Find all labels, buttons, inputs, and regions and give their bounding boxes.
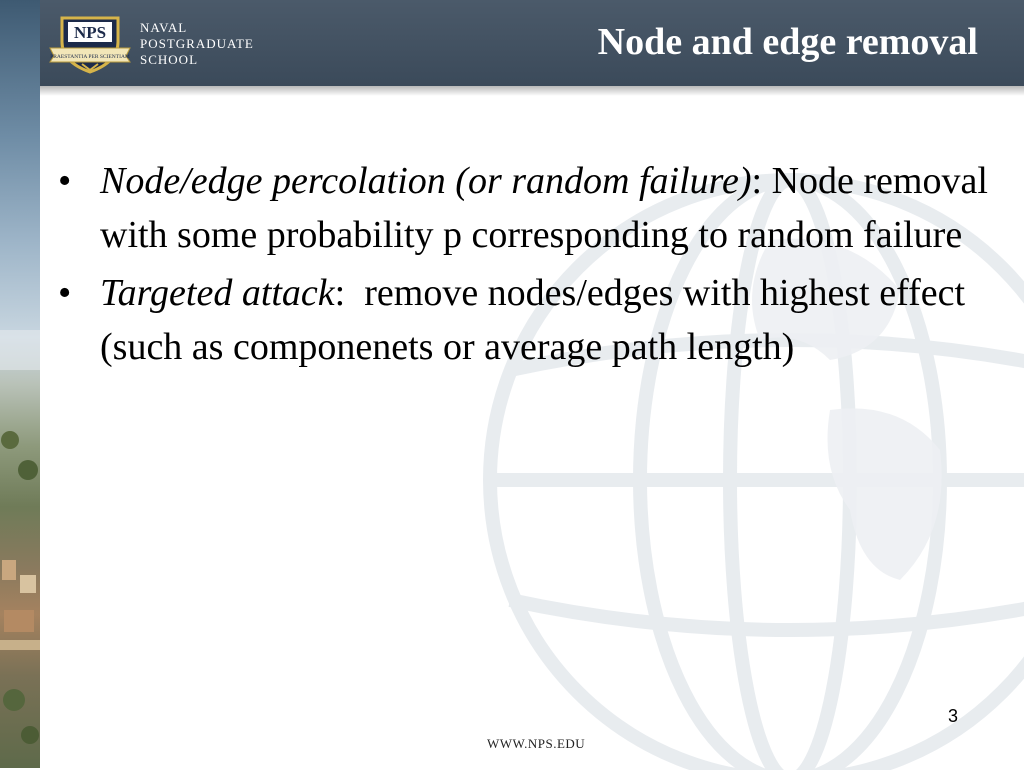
school-name-line-3: SCHOOL — [140, 52, 199, 67]
bullet-item — [58, 266, 988, 374]
campus-photo-strip — [0, 0, 40, 768]
bullet-marker: • — [58, 272, 72, 314]
bullet-marker: • — [58, 160, 72, 202]
bullet-list — [58, 154, 988, 378]
bullet-separator: : — [334, 272, 346, 314]
page-number: 3 — [948, 706, 959, 726]
school-name — [140, 20, 254, 68]
header-shadow — [40, 86, 1024, 96]
logo-motto: PRAESTANTIA PER SCIENTIAM — [50, 54, 130, 60]
bullet-term: Node/edge percolation (or random failure) — [100, 160, 752, 202]
bullet-separator: : — [751, 160, 763, 202]
slide-title: Node and edge removal — [597, 21, 978, 63]
logo-lettering: NPS — [73, 23, 107, 42]
campus-photo-icon — [0, 0, 40, 768]
bullet-item — [58, 154, 988, 262]
school-name-line-2: POSTGRADUATE — [140, 36, 254, 51]
bullet-term: Targeted attack — [100, 272, 335, 314]
nps-logo — [48, 12, 132, 74]
bullet-text: Node removal with some probability p corresponding to random failure — [100, 160, 988, 256]
footer-url: WWW.NPS.EDU — [487, 736, 586, 751]
bullet-text: remove nodes/edges with highest effect (such as componenets or average path length) — [100, 272, 966, 368]
school-name-line-1: NAVAL — [140, 20, 188, 35]
